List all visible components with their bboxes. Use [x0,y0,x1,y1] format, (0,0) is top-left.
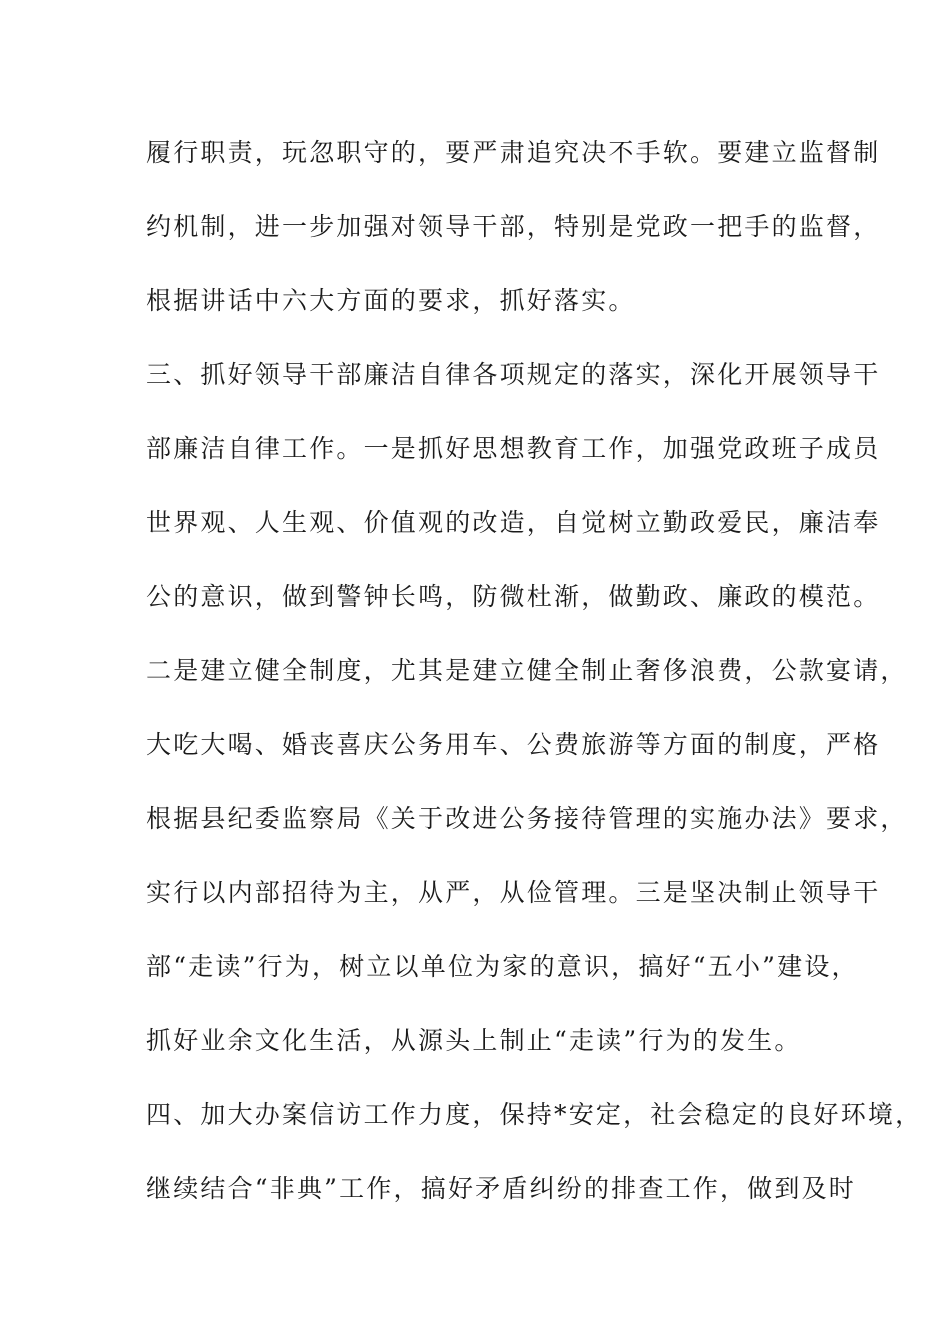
text-line: 履行职责，玩忽职守的，要严肃追究决不手软。要建立监督制 [146,138,881,167]
text-line: 抓好业余文化生活，从源头上制止“走读”行为的发生。 [146,1026,802,1055]
text-line: 部“走读”行为，树立以单位为家的意识，搞好“五小”建设， [146,952,859,981]
text-line: 大吃大喝、婚丧喜庆公务用车、公费旅游等方面的制度，严格 [146,730,881,759]
text-line: 实行以内部招待为主，从严，从俭管理。三是坚决制止领导干 [146,878,881,907]
text-line: 公的意识，做到警钟长鸣，防微杜渐，做勤政、廉政的模范。 [146,582,881,611]
text-line: 四、加大办案信访工作力度，保持*安定，社会稳定的良好环境， [146,1100,923,1129]
text-line: 根据县纪委监察局《关于改进公务接待管理的实施办法》要求， [146,804,908,833]
text-line: 根据讲话中六大方面的要求，抓好落实。 [146,286,636,315]
text-line: 三、抓好领导干部廉洁自律各项规定的落实，深化开展领导干 [146,360,881,389]
text-line: 部廉洁自律工作。一是抓好思想教育工作，加强党政班子成员 [146,434,881,463]
text-line: 二是建立健全制度，尤其是建立健全制止奢侈浪费，公款宴请， [146,656,908,685]
text-line: 约机制，进一步加强对领导干部，特别是党政一把手的监督， [146,212,881,241]
text-line: 世界观、人生观、价值观的改造，自觉树立勤政爱民，廉洁奉 [146,508,881,537]
text-line: 继续结合“非典”工作，搞好矛盾纠纷的排查工作，做到及时 [146,1174,856,1203]
